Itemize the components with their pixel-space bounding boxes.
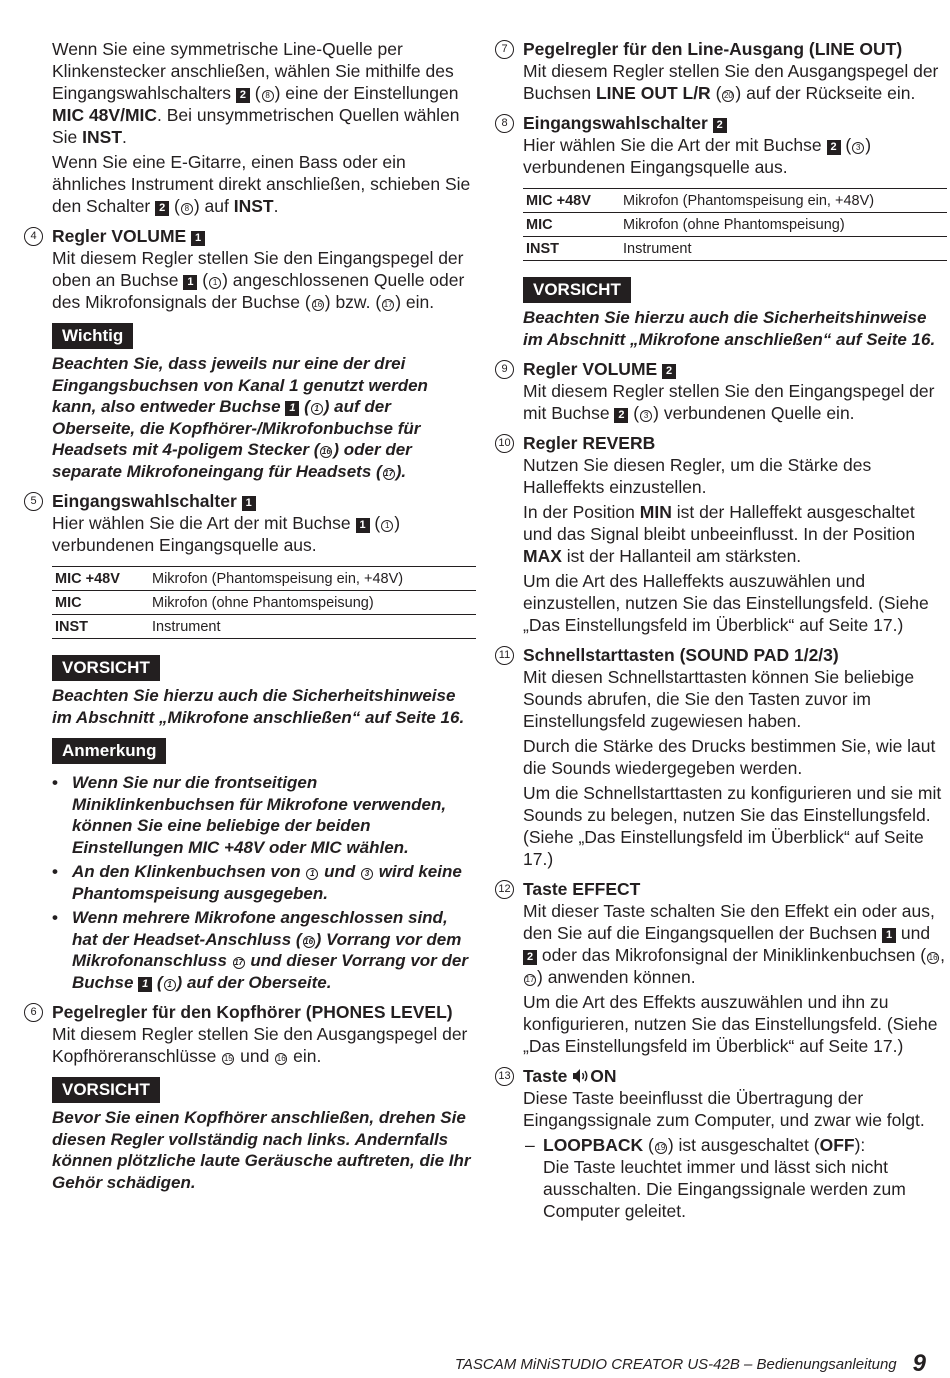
item-number: 5 [24, 492, 43, 511]
item-7 [495, 38, 947, 104]
item-heading: Regler VOLUME 1 [24, 225, 476, 247]
caution-note: Beachten Sie hierzu auch die Sicherheitshinweise im Abschnitt „Mikrofone anschließen“ auf Seite 16. [523, 308, 936, 349]
item-9 [495, 358, 947, 424]
item-text: Mit diesen Schnellstarttasten können Sie beliebige Sounds abrufen, die Sie den Tasten zuvor im Einstellungsfeld zugewiesen haben. [523, 667, 915, 731]
caution-badge: VORSICHT [52, 655, 160, 681]
item-number: 10 [495, 434, 514, 453]
input-box-2: 2 [713, 118, 727, 133]
item-text: Um die Schnellstarttasten zu konfigurieren und sie mit Sounds zu belegen, nutzen Sie das Einstellungsfeld. (Siehe „Das Einstellungsfeld im Überblick“ auf Seite 17.) [523, 783, 942, 869]
item-number: 12 [495, 880, 514, 899]
item-heading: Taste EFFECT [523, 879, 641, 899]
item-4 [24, 225, 476, 482]
table-row: MIC +48V Mikrofon (Phantomspeisung ein, +48V) [523, 189, 947, 213]
item-10 [495, 432, 947, 636]
input-box-2: 2 [236, 88, 250, 103]
table-row: MIC +48V Mikrofon (Phantomspeisung ein, +48V) [52, 567, 476, 591]
list-item: – LOOPBACK ( 19 ) ist ausgeschaltet (OFF): Die Taste leuchtet immer und lässt sich nicht ausschalten. Die Eingangssignale werden zum Computer geleitet. [495, 1134, 947, 1222]
ref-8: 8 [181, 203, 193, 215]
note-badge: Anmerkung [52, 738, 166, 764]
item-text: Um die Art des Effekts auszuwählen und ihn zu konfigurieren, nutzen Sie das Einstellungsfeld. (Siehe „Das Einstellungsfeld im Überblick“ auf Seite 17.) [523, 992, 938, 1056]
input-settings-table [523, 188, 947, 261]
caution-note: Beachten Sie hierzu auch die Sicherheitshinweise im Abschnitt „Mikrofone anschließen“ auf Seite 16. [52, 686, 465, 727]
item-text: Um die Art des Halleffekts auszuwählen und einzustellen, nutzen Sie das Einstellungsfeld. (Siehe „Das Einstellungsfeld im Überblick“ auf Seite 17.) [523, 571, 929, 635]
important-badge: Wichtig [52, 323, 133, 349]
item-heading: Pegelregler für den Line-Ausgang (LINE OUT) [523, 39, 903, 59]
item-heading: Regler REVERB [523, 433, 656, 453]
list-item: • Wenn Sie nur die frontseitigen Miniklinkenbuchsen für Mikrofone verwenden, können Sie eine beliebige der beiden Einstellungen MIC +48V oder MIC wählen. [72, 772, 476, 858]
intro-paragraph-2: Wenn Sie eine E-Gitarre, einen Bass oder ein ähnliches Instrument direkt anschließen, schieben Sie den Schalter 2 ( 8 ) auf INST. [52, 152, 471, 216]
item-text: Hier wählen Sie die Art der mit Buchse 1 ( 1 ) verbundenen Eingangsquelle aus. [52, 513, 401, 555]
item-8 [495, 112, 947, 350]
table-row: MIC Mikrofon (ohne Phantomspeisung) [523, 213, 947, 237]
item-text: In der Position MIN ist der Halleffekt ausgeschaltet und das Signal bleibt unbeeinflusst. In der Position MAX ist der Hallanteil am stärksten. [523, 502, 916, 566]
item-text: Diese Taste beeinflusst die Übertragung der Eingangssignale zum Computer, und zwar wie folgt. [523, 1088, 925, 1130]
item-text: Durch die Stärke des Drucks bestimmen Sie, wie laut die Sounds wiedergegeben werden. [523, 736, 936, 778]
item-5 [24, 490, 476, 993]
right-column [495, 38, 947, 1222]
table-row: INST Instrument [52, 615, 476, 639]
item-number: 9 [495, 360, 514, 379]
item-11 [495, 644, 947, 870]
item-text: Mit diesem Regler stellen Sie den Eingangspegel der oben an Buchse 1 ( 1 ) angeschlossenen Quelle oder des Mikrofonsignals der Buchse ( 16 ) bzw. ( 17 ) ein. [52, 248, 465, 312]
list-item: • Wenn mehrere Mikrofone angeschlossen sind, hat der Headset-Anschluss ( 16 ) Vorrang vor dem Mikrofonanschluss 17 und dieser Vorrang vor der Buchse 1 ( 1 ) auf der Oberseite. [72, 907, 476, 993]
item-heading: Schnellstarttasten (SOUND PAD 1/2/3) [523, 645, 839, 665]
item-heading: Regler VOLUME 2 [495, 358, 947, 380]
speaker-icon [572, 1068, 590, 1084]
item-number: 11 [495, 646, 514, 665]
note-list [24, 772, 476, 993]
item-text: Mit diesem Regler stellen Sie den Ausgangspegel der Kopfhöreranschlüsse 15 und 16 ein. [52, 1024, 468, 1066]
item-heading: Pegelregler für den Kopfhörer (PHONES LEVEL) [52, 1002, 453, 1022]
item-heading: Eingangswahlschalter 1 [24, 490, 476, 512]
list-item: • An den Klinkenbuchsen von 1 und 3 wird keine Phantomspeisung ausgegeben. [72, 861, 476, 904]
item-number: 6 [24, 1003, 43, 1022]
item-number: 4 [24, 227, 43, 246]
item-text: Mit diesem Regler stellen Sie den Eingangspegel der mit Buchse 2 ( 3 ) verbundenen Quelle ein. [523, 381, 935, 423]
input-box-1: 1 [191, 231, 205, 246]
left-column [24, 38, 476, 1193]
table-row: INST Instrument [523, 237, 947, 261]
input-settings-table [52, 566, 476, 639]
item-number: 7 [495, 40, 514, 59]
item-heading: Taste ON [523, 1066, 617, 1086]
item-number: 8 [495, 114, 514, 133]
page-number: 9 [912, 1350, 926, 1377]
item-text: Nutzen Sie diesen Regler, um die Stärke des Halleffekts einzustellen. [523, 455, 872, 497]
caution-badge: VORSICHT [523, 277, 631, 303]
item-heading: Eingangswahlschalter 2 [495, 112, 947, 134]
footer-title: TASCAM MiNiSTUDIO CREATOR US-42B – Bedienungsanleitung [454, 1355, 897, 1373]
item-12 [495, 878, 947, 1057]
input-box-2: 2 [155, 201, 169, 216]
input-box-1: 1 [242, 496, 256, 511]
item-text: Hier wählen Sie die Art der mit Buchse 2 ( 3 ) verbundenen Eingangsquelle aus. [523, 135, 872, 177]
item-text: Mit dieser Taste schalten Sie den Effekt ein oder aus, den Sie auf die Eingangsquellen der Buchsen 1 und 2 oder das Mikrofonsignal der Miniklinkenbuchsen ( 16 , 17 ) anwenden können. [523, 901, 945, 987]
table-row: MIC Mikrofon (ohne Phantomspeisung) [52, 591, 476, 615]
item-6 [24, 1001, 476, 1193]
ref-8: 8 [262, 90, 274, 102]
item-text: Mit diesem Regler stellen Sie den Ausgangspegel der Buchsen LINE OUT L/R ( 20 ) auf der Rückseite ein. [523, 61, 939, 103]
intro-paragraph-1: Wenn Sie eine symmetrische Line-Quelle per Klinkenstecker anschließen, wählen Sie mithilfe des Eingangswahlschalters 2 ( 8 ) eine der Einstellungen MIC 48V/MIC. Bei unsymmetrischen Quellen wählen Sie INST. [52, 39, 460, 147]
item-13 [495, 1065, 947, 1222]
important-note: Beachten Sie, dass jeweils nur eine der drei Eingangsbuchsen von Kanal 1 genutzt werden kann, also entweder Buchse 1 ( 1 ) auf der Oberseite, die Kopfhörer-/Mikrofonbuchse für Headsets mit 4-poligem Stecker ( 16 ) oder der separate Mikrofoneingang für Headsets ( 17 ). [52, 354, 428, 481]
item-number: 13 [495, 1067, 514, 1086]
caution-note: Bevor Sie einen Kopfhörer anschließen, drehen Sie diesen Regler vollständig nach links. Andernfalls können plötzliche laute Geräusche auftreten, die Ihr Gehör schädigen. [52, 1108, 471, 1192]
caution-badge: VORSICHT [52, 1077, 160, 1103]
input-box-2: 2 [662, 364, 676, 379]
